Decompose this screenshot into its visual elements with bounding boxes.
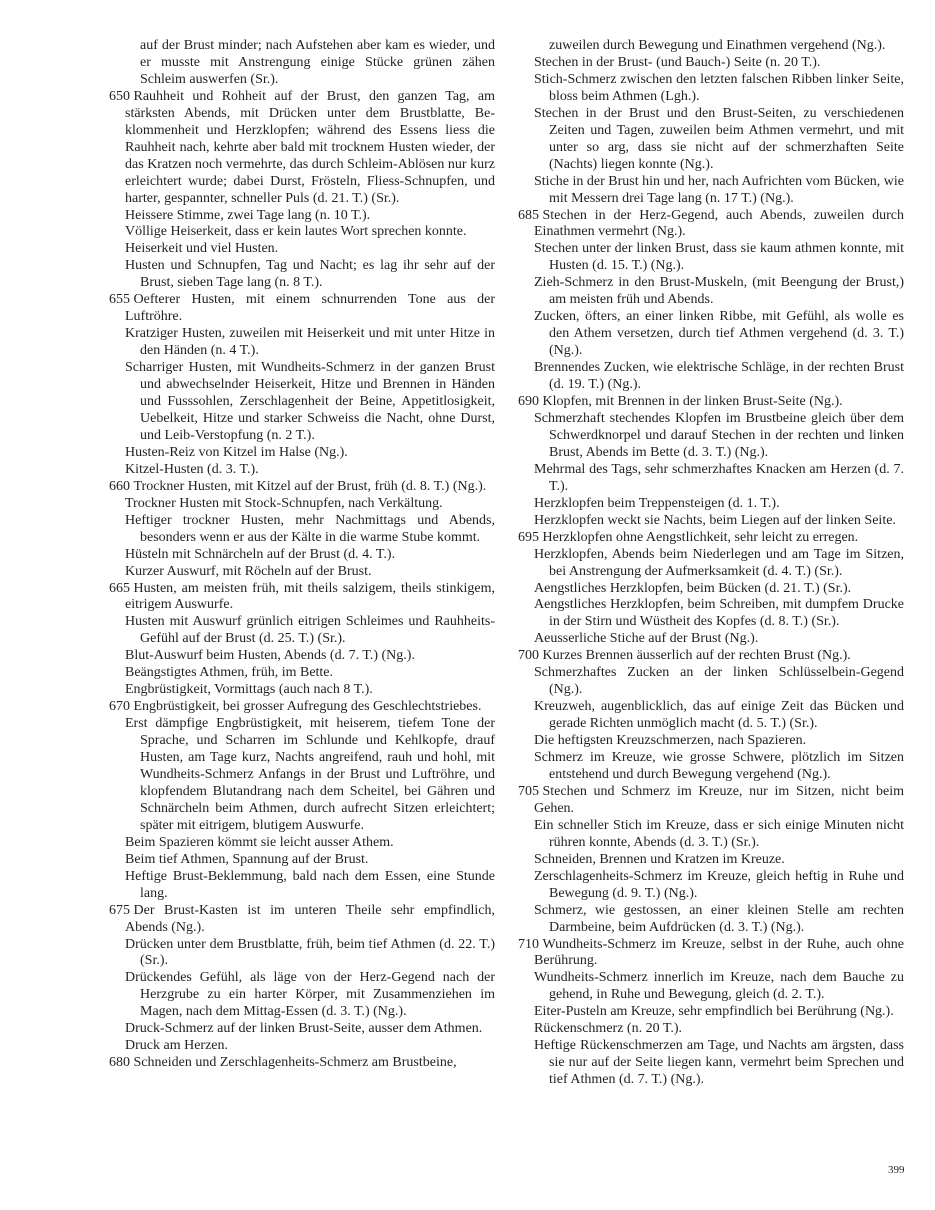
- entry-text: Schneiden und Zerschlagenheits-Schmerz am Brustbeine,: [133, 1055, 457, 1071]
- entry-text: Husten mit Auswurf grünlich eitrigen Schleimes und Rauhheits-Gefühl auf der Brust (d. 25. T.) (Sr.).: [125, 614, 495, 647]
- entry: [518, 818, 904, 852]
- entry-text: Beim tief Athmen, Spannung auf der Brust.: [125, 851, 369, 867]
- entry-text: Eiter-Pusteln am Kreuze, sehr empfindlich bei Berührung (Ng.).: [534, 1004, 894, 1020]
- entry-text: Herzklopfen, Abends beim Niederlegen und am Tage im Sitzen, bei Anstrengung der Aufmerksamkeit (d. 4. T.) (Sr.).: [534, 546, 904, 579]
- entry-number: 680: [109, 1055, 130, 1071]
- entry: [518, 174, 904, 208]
- entry: [109, 496, 495, 513]
- entry: [518, 1004, 904, 1021]
- entry: [109, 445, 495, 462]
- page-number: 399: [888, 1164, 905, 1176]
- continued-entry: [518, 38, 904, 55]
- entry-text: Brennendes Zucken, wie elektrische Schläge, in der rechten Brust (d. 19. T.) (Ng.).: [534, 360, 904, 393]
- entry-text: Kurzes Brennen äusserlich auf der rechten Brust (Ng.).: [542, 648, 851, 664]
- entry: [109, 614, 495, 648]
- entry-text: Druck am Herzen.: [125, 1038, 229, 1054]
- entry-text: Drückendes Gefühl, als läge von der Herz-Gegend nach der Herzgrube zu ein harter Körper, mit Zusammenziehen im Magen, nach dem Mittag-Essen (d. 3. T.) (Ng.).: [125, 970, 495, 1020]
- entry: [109, 258, 495, 292]
- entry-text: Engbrüstigkeit, bei grosser Aufregung des Geschlechtstriebes.: [133, 699, 482, 715]
- numbered-entry: [109, 479, 495, 496]
- entry-text: Beängstigtes Athmen, früh, im Bette.: [125, 665, 334, 681]
- numbered-entry: [109, 699, 495, 716]
- entry-text: Blut-Auswurf beim Husten, Abends (d. 7. T.) (Ng.).: [125, 648, 415, 664]
- entry-text: Kratziger Husten, zuweilen mit Heiserkeit und mit unter Hitze in den Händen (n. 4 T.).: [125, 326, 495, 359]
- entry-text: Erst dämpfige Engbrüstigkeit, mit heiserem, tiefem Tone der Sprache, und Scharren im Schlunde und Kehlkopfe, drauf Husten, am Tage kurz, Nachts angreifend, rauh und hohl, mit Wundheits-Schmerz Anfangs in der Brust und Luftröhre, und klopfendem Blutandrang nach dem Scheitel, bei Gähren und Schnärcheln beim Athmen, durch aufrecht Sitzen erleichtert; später mit eitrigem, blutigem Auswurfe.: [125, 716, 495, 833]
- entry: [109, 852, 495, 869]
- entry: [518, 496, 904, 513]
- entry-text: Beim Spazieren kömmt sie leicht ausser Athem.: [125, 834, 394, 850]
- entry-text: Stechen in der Herz-Gegend, auch Abends, zuweilen durch Einathmen vermehrt (Ng.).: [534, 207, 904, 240]
- numbered-entry: [109, 581, 495, 615]
- entry-text: Stechen in der Brust und den Brust-Seiten, zu verschiedenen Zeiten und Tagen, zuweilen beim Athmen vermehrt, und mit unter so arg, dass sie nicht auf der schmerzhaften Seite (Nachts) liegen konnte (Ng.).: [534, 105, 904, 172]
- entry: [518, 1021, 904, 1038]
- entry-text: Ein schneller Stich im Kreuze, dass er sich einige Minuten nicht rühren konnte, Abends (d. 3. T.) (Sr.).: [534, 817, 904, 850]
- entry-text: Schmerz im Kreuze, wie grosse Schwere, plötzlich im Sitzen entstehend und durch Bewegung vergehend (Ng.).: [534, 750, 904, 782]
- entry-text: Herzklopfen weckt sie Nachts, beim Liegen auf der linken Seite.: [534, 512, 896, 528]
- entry-text: Trockner Husten, mit Kitzel auf der Brust, früh (d. 8. T.) (Ng.).: [133, 478, 487, 494]
- entry: [518, 513, 904, 530]
- continued-entry: [109, 38, 495, 89]
- entry-text: Der Brust-Kasten ist im unteren Theile sehr empfindlich, Abends (Ng.).: [125, 902, 495, 935]
- entry: [518, 665, 904, 699]
- entry: [518, 241, 904, 275]
- entry: [518, 750, 904, 784]
- entry: [518, 309, 904, 360]
- entry-text: Zerschlagenheits-Schmerz im Kreuze, gleich heftig in Ruhe und Bewegung (d. 9. T.) (Ng.).: [534, 868, 904, 901]
- numbered-entry: [518, 208, 904, 242]
- entry-text: Aengstliches Herzklopfen, beim Schreiben, mit dumpfem Drucke in der Stirn und Wüstheit des Kopfes (d. 8. T.) (Sr.).: [534, 597, 904, 630]
- entry-text: Schneiden, Brennen und Kratzen im Kreuze.: [534, 851, 785, 867]
- entry-text: Wundheits-Schmerz im Kreuze, selbst in der Ruhe, auch ohne Berührung.: [534, 936, 904, 969]
- entry-text: Herzklopfen ohne Aengstlichkeit, sehr leicht zu erregen.: [542, 529, 859, 545]
- entry-text: Engbrüstigkeit, Vormittags (auch nach 8 T.).: [125, 682, 373, 698]
- entry-text: Rückenschmerz (n. 20 T.).: [534, 1021, 682, 1037]
- entry: [518, 1038, 904, 1089]
- entry-text: Husten und Schnupfen, Tag und Nacht; es lag ihr sehr auf der Brust, sieben Tage lang (n. 8 T.).: [125, 258, 495, 291]
- entry: [518, 733, 904, 750]
- entry-text: Schmerzhaft stechendes Klopfen im Brustbeine gleich über dem Schwerdknorpel und darauf Stechen in der rechten und linken Brust, Abends im Bette (d. 3. T.) (Ng.).: [534, 410, 904, 460]
- entry: [518, 581, 904, 598]
- entry-text: Rauhheit und Rohheit auf der Brust, den ganzen Tag, am stärksten Abends, mit Drücken unter dem Brustblatte, Beklommenheit und Herzklopfen; während des Essens liess die Rauhheit nach, kehrte aber bald mit trocknem Husten wieder, der das Kratzen noch vermehrte, das durch Schleim-Ablösen nur kurz erleichtert wurde; dabei Durst, Frösteln, Fliess-Schnupfen, und harter, gespannter, schneller Puls (d. 21. T.) (Sr.).: [125, 88, 495, 206]
- entry-number: 700: [518, 648, 539, 664]
- entry-number: 655: [109, 292, 130, 308]
- entry-text: Mehrmal des Tags, sehr schmerzhaftes Knacken am Herzen (d. 7. T.).: [534, 461, 904, 494]
- entry: [109, 716, 495, 835]
- entry: [109, 360, 495, 445]
- entry-text: Kurzer Auswurf, mit Röcheln auf der Brust.: [125, 563, 372, 579]
- entry-text: zuweilen durch Bewegung und Einathmen vergehend (Ng.).: [549, 38, 886, 53]
- entry-text: Heissere Stimme, zwei Tage lang (n. 10 T.).: [125, 207, 371, 223]
- entry: [518, 360, 904, 394]
- entry: [109, 1038, 495, 1055]
- entry-text: Zieh-Schmerz in den Brust-Muskeln, (mit Beengung der Brust,) am meisten früh und Abends.: [534, 275, 904, 308]
- entry: [518, 411, 904, 462]
- entry-text: Husten, am meisten früh, mit theils salzigem, theils stinkigem, eitrigem Auswurfe.: [125, 580, 495, 613]
- entry-text: Aengstliches Herzklopfen, beim Bücken (d. 21. T.) (Sr.).: [534, 580, 852, 596]
- entry-text: Stich-Schmerz zwischen den letzten falschen Ribben linker Seite, bloss beim Athmen (Lgh.).: [534, 71, 904, 104]
- numbered-entry: [109, 292, 495, 326]
- entry-text: Schmerz, wie gestossen, an einer kleinen Stelle am rechten Darmbeine, beim Aufdrücken (d. 3. T.) (Ng.).: [534, 902, 904, 935]
- entry-number: 650: [109, 88, 130, 104]
- entry-text: Hüsteln mit Schnärcheln auf der Brust (d. 4. T.).: [125, 546, 396, 562]
- entry: [518, 699, 904, 733]
- entry: [109, 564, 495, 581]
- entry-text: Völlige Heiserkeit, dass er kein lautes Wort sprechen konnte.: [125, 224, 467, 240]
- entry: [518, 631, 904, 648]
- numbered-entry: [109, 89, 495, 208]
- entry-number: 685: [518, 207, 539, 223]
- entry-text: Herzklopfen beim Treppensteigen (d. 1. T.).: [534, 495, 780, 511]
- entry: [109, 869, 495, 903]
- entry-text: Die heftigsten Kreuzschmerzen, nach Spazieren.: [534, 733, 807, 749]
- entry: [518, 106, 904, 174]
- entry: [518, 547, 904, 581]
- entry: [518, 903, 904, 937]
- numbered-entry: [518, 648, 904, 665]
- entry: [109, 665, 495, 682]
- entry: [518, 970, 904, 1004]
- entry-text: auf der Brust minder; nach Aufstehen aber kam es wieder, und er musste mit Anstrengung einige Stücke grünen zähen Schleim auswerfen (Sr.).: [140, 38, 495, 87]
- entry: [109, 208, 495, 225]
- entry-number: 710: [518, 936, 539, 952]
- entry: [518, 55, 904, 72]
- entry: [109, 241, 495, 258]
- entry-text: Drücken unter dem Brustblatte, früh, beim tief Athmen (d. 22. T.) (Sr.).: [125, 936, 495, 969]
- entry: [109, 682, 495, 699]
- entry-number: 690: [518, 394, 539, 410]
- entry: [109, 835, 495, 852]
- entry-text: Oefterer Husten, mit einem schnurrenden Tone aus der Luftröhre.: [125, 292, 495, 325]
- entry-text: Heiserkeit und viel Husten.: [125, 241, 279, 257]
- entry: [109, 970, 495, 1021]
- entry: [518, 462, 904, 496]
- entry-text: Husten-Reiz von Kitzel im Halse (Ng.).: [125, 444, 348, 460]
- entry: [109, 224, 495, 241]
- entry: [109, 547, 495, 564]
- entry-text: Heftiger trockner Husten, mehr Nachmittags und Abends, besonders wenn er aus der Kälte in die warme Stube kommt.: [125, 512, 495, 545]
- entry-number: 660: [109, 478, 130, 494]
- entry-text: Trockner Husten mit Stock-Schnupfen, nach Verkältung.: [125, 495, 443, 511]
- entry-text: Schmerzhaftes Zucken an der linken Schlüsselbein-Gegend (Ng.).: [534, 665, 904, 698]
- numbered-entry: [518, 530, 904, 547]
- entry-text: Heftige Brust-Beklemmung, bald nach dem Essen, eine Stunde lang.: [125, 868, 495, 901]
- entry-text: Aeusserliche Stiche auf der Brust (Ng.).: [534, 631, 759, 647]
- numbered-entry: [518, 784, 904, 818]
- entry: [518, 597, 904, 631]
- entry: [109, 937, 495, 971]
- entry: [109, 462, 495, 479]
- entry-text: Stechen in der Brust- (und Bauch-) Seite (n. 20 T.).: [534, 54, 821, 70]
- entry-text: Klopfen, mit Brennen in der linken Brust-Seite (Ng.).: [542, 394, 843, 410]
- entry-text: Heftige Rückenschmerzen am Tage, und Nachts am ärgsten, dass sie nur auf der Seite liegen kann, vermehrt beim Sprechen und tief Athmen (d. 7. T.) (Ng.).: [534, 1038, 904, 1088]
- entry-text: Scharriger Husten, mit Wundheits-Schmerz in der ganzen Brust und abwechselnder Heiserkeit, Hitze und Brennen in Händen und Fusssohlen, Zerschlagenheit der Beine, Appetitlosigkeit, Uebelkeit, Hitze und starker Schweiss die Nacht, ohne Durst, und Leib-Verstopfung (n. 2 T.).: [125, 360, 495, 443]
- numbered-entry: [518, 394, 904, 411]
- entry-text: Kreuzweh, augenblicklich, das auf einige Zeit das Bücken und gerade Richten unmöglich macht (d. 5. T.) (Sr.).: [534, 699, 904, 732]
- entry: [518, 852, 904, 869]
- entry-number: 665: [109, 580, 130, 596]
- entry-number: 695: [518, 529, 539, 545]
- entry-text: Kitzel-Husten (d. 3. T.).: [125, 461, 259, 477]
- entry-text: Druck-Schmerz auf der linken Brust-Seite, ausser dem Athmen.: [125, 1021, 483, 1037]
- entry-text: Zucken, öfters, an einer linken Ribbe, mit Gefühl, als wolle es den Athem versetzen, durch tief Athmen vergehend (d. 3. T.) (Ng.).: [534, 309, 904, 359]
- entry-text: Wundheits-Schmerz innerlich im Kreuze, nach dem Bauche zu gehend, in Ruhe und Bewegung, gleich (d. 2. T.).: [534, 970, 904, 1003]
- entry: [518, 869, 904, 903]
- entry: [109, 1021, 495, 1038]
- numbered-entry: [109, 1055, 495, 1072]
- entry-text: Stechen und Schmerz im Kreuze, nur im Sitzen, nicht beim Gehen.: [534, 783, 904, 816]
- entry: [109, 648, 495, 665]
- right-column: [518, 38, 904, 1089]
- entry: [518, 72, 904, 106]
- entry-number: 670: [109, 699, 130, 715]
- entry-number: 675: [109, 902, 130, 918]
- entry: [109, 513, 495, 547]
- left-column: [109, 38, 495, 1072]
- entry: [518, 275, 904, 309]
- entry-text: Stechen unter der linken Brust, dass sie kaum athmen konnte, mit Husten (d. 15. T.) (Ng.).: [534, 241, 904, 274]
- numbered-entry: [518, 937, 904, 971]
- entry-number: 705: [518, 783, 539, 799]
- entry: [109, 326, 495, 360]
- entry-text: Stiche in der Brust hin und her, nach Aufrichten vom Bücken, wie mit Messern drei Tage lang (n. 17 T.) (Ng.).: [534, 173, 904, 206]
- numbered-entry: [109, 903, 495, 937]
